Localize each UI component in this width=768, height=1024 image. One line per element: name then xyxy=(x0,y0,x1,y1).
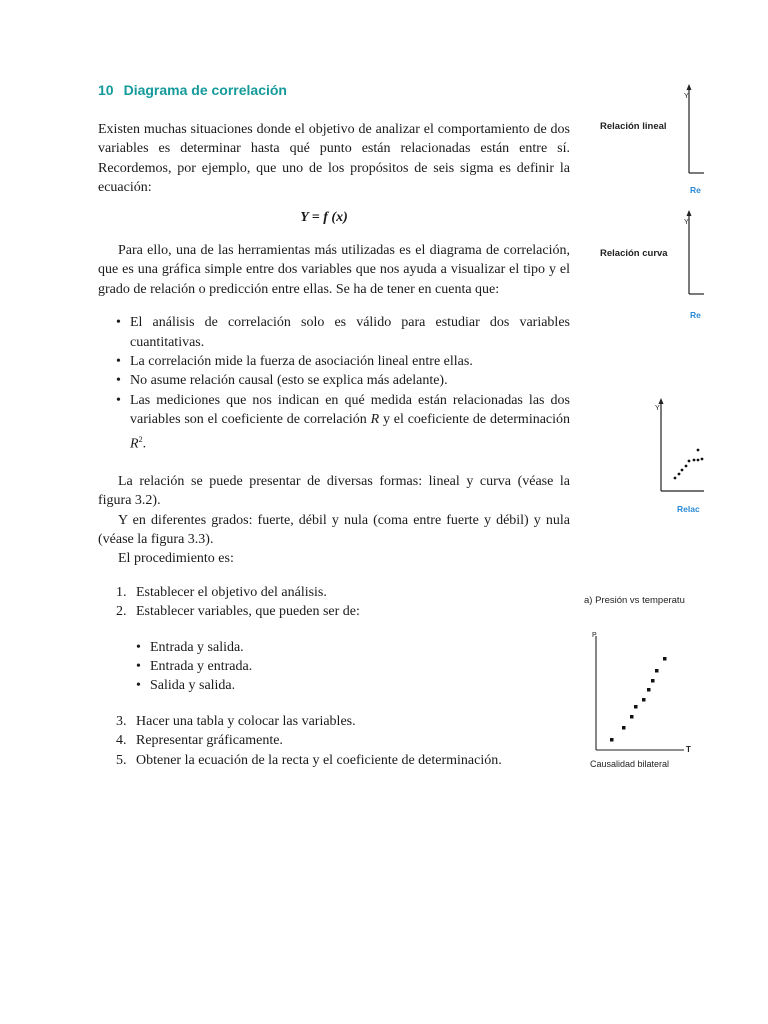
fig4-points xyxy=(610,657,667,742)
fig4-x-label: T xyxy=(686,745,691,754)
degrees-paragraph: Y en diferentes grados: fuerte, débil y nula (coma entre fuerte y débil) y nula (véase la figura 3.3). xyxy=(98,512,570,547)
list-item xyxy=(98,391,570,454)
equation: Y = f (x) xyxy=(300,209,348,225)
list-item: • Entrada y entrada. xyxy=(98,657,570,676)
list-item-text: y el coeficiente de determinación xyxy=(382,412,571,428)
fig1-label: Relación lineal xyxy=(600,121,667,132)
list-item xyxy=(98,583,570,602)
list-item-end: . xyxy=(142,436,147,452)
fig2-label: Relación curva xyxy=(600,248,668,259)
fig2-y-label: Y xyxy=(684,219,689,226)
list-item: • Entrada y salida. xyxy=(98,638,570,657)
fig3-points xyxy=(674,449,704,480)
fig1-axes xyxy=(680,84,704,180)
fig4-title: a) Presión vs temperatu xyxy=(584,595,685,606)
procedure-paragraph: El procedimiento es: xyxy=(118,551,234,567)
step-number: 2. xyxy=(116,604,127,620)
fig3-caption: Relac xyxy=(677,504,700,514)
list-item: • Salida y salida. xyxy=(98,676,570,695)
fig4-caption: Causalidad bilateral xyxy=(590,759,670,769)
step-text: Obtener la ecuación de la recta y el coeficiente de determinación. xyxy=(136,752,502,768)
list-item: • No asume relación causal (esto se explica más adelante). xyxy=(98,371,570,390)
fig4-scatter xyxy=(590,636,690,756)
step-text: Hacer una tabla y colocar las variables. xyxy=(136,713,356,729)
step-number: 3. xyxy=(116,713,127,729)
section-number: 10 xyxy=(98,82,114,98)
fig1-y-label: Y xyxy=(684,93,689,100)
r2-symbol: R xyxy=(130,436,139,452)
list-item: • La correlación mide la fuerza de asociación lineal entre ellas. xyxy=(98,352,570,371)
considerations-list xyxy=(98,313,570,454)
list-item xyxy=(98,731,570,750)
forms-paragraph: La relación se puede presentar de diversas formas: lineal y curva (véase la figura 3.2). xyxy=(98,473,570,509)
list-item: • El análisis de correlación solo es válido para estudiar dos variables cuantitativas. xyxy=(98,313,570,352)
fig2-caption: Re xyxy=(690,310,701,320)
procedure-steps-continued xyxy=(98,712,570,770)
main-text xyxy=(98,120,570,770)
section-heading xyxy=(98,82,287,98)
step-number: 5. xyxy=(116,752,127,768)
list-item xyxy=(98,602,570,621)
fig3-scatter xyxy=(656,398,704,494)
section-title: Diagrama de correlación xyxy=(123,82,287,98)
step-text: Establecer variables, que pueden ser de: xyxy=(136,604,360,620)
procedure-steps xyxy=(98,583,570,622)
tools-paragraph: Para ello, una de las herramientas más utilizadas es el diagrama de correlación, que es una gráfica simple entre dos variables que nos ayuda a visualizar el tipo y el grado de relación o predicción entre ellas. Se ha de tener en cuenta que: xyxy=(98,243,570,297)
list-item xyxy=(98,751,570,770)
step-text: Establecer el objetivo del análisis. xyxy=(136,584,327,600)
list-item-text: Las mediciones que nos indican en qué medida están relacionadas las dos variables son el coeficiente de correlación xyxy=(130,392,570,428)
r2-superscript: 2 xyxy=(138,434,143,444)
step-number: 1. xyxy=(116,584,127,600)
variable-types-list xyxy=(98,638,570,696)
list-item xyxy=(98,712,570,731)
r-symbol: R xyxy=(370,412,380,428)
fig2-axes xyxy=(680,210,704,300)
fig1-caption: Re xyxy=(690,185,701,195)
step-text: Representar gráficamente. xyxy=(136,733,283,749)
intro-paragraph: Existen muchas situaciones donde el objetivo de analizar el comportamiento de dos variables es determinar hasta qué punto están relacionadas están entre sí. Recordemos, por ejemplo, que uno de los propósitos de seis sigma es definir la ecuación: xyxy=(98,122,570,196)
fig4-y-label: P xyxy=(592,632,597,639)
step-number: 4. xyxy=(116,733,127,749)
fig3-y-label: Y xyxy=(655,405,660,412)
